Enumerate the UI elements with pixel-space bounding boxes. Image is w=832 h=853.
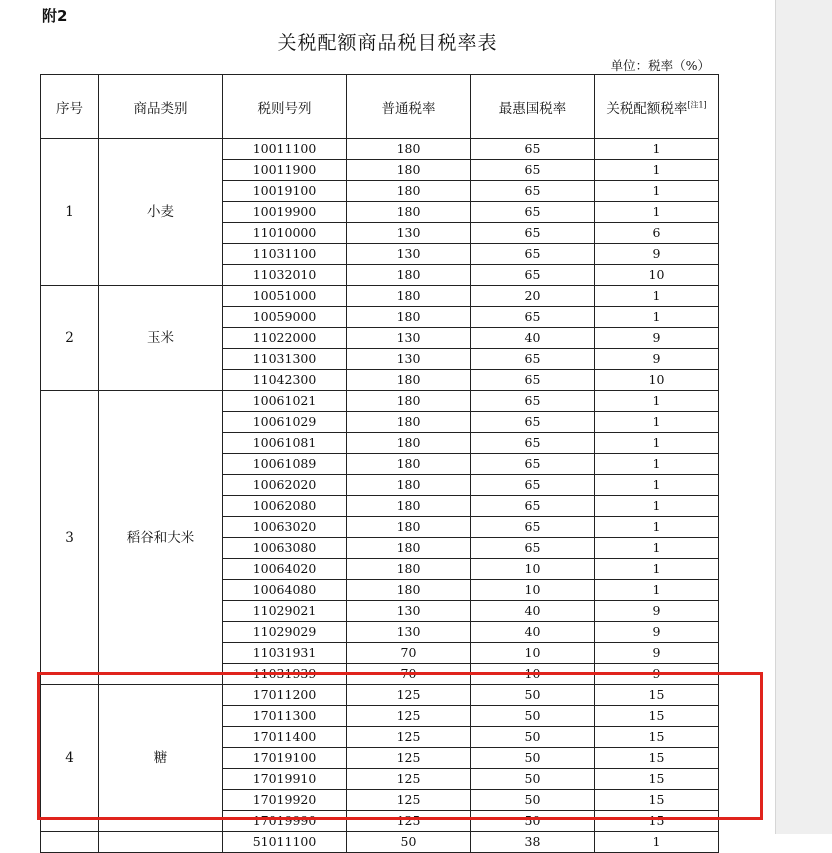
cell-quota-rate: 1 xyxy=(595,139,719,160)
page-title: 关税配额商品税目税率表 xyxy=(277,32,498,54)
header-quota-rate xyxy=(595,75,719,139)
cell-mfn-rate: 65 xyxy=(471,265,595,286)
table-row xyxy=(41,286,719,307)
cell-general-rate: 180 xyxy=(347,433,471,454)
cell-general-rate: 125 xyxy=(347,748,471,769)
cell-general-rate: 180 xyxy=(347,454,471,475)
table-row xyxy=(41,832,719,853)
cell-general-rate: 50 xyxy=(347,832,471,853)
cell-quota-rate: 15 xyxy=(595,727,719,748)
cell-quota-rate: 9 xyxy=(595,622,719,643)
group-category: 糖 xyxy=(99,685,223,832)
cell-quota-rate: 15 xyxy=(595,706,719,727)
cell-mfn-rate: 65 xyxy=(471,223,595,244)
unit-note: 单位：税率（%） xyxy=(610,58,710,73)
cell-quota-rate: 1 xyxy=(595,412,719,433)
cell-mfn-rate: 65 xyxy=(471,160,595,181)
cell-mfn-rate: 10 xyxy=(471,664,595,685)
cell-mfn-rate: 65 xyxy=(471,538,595,559)
group-seq: 1 xyxy=(41,139,99,286)
cell-mfn-rate: 65 xyxy=(471,349,595,370)
cell-mfn-rate: 65 xyxy=(471,244,595,265)
attachment-label: 附2 xyxy=(42,7,68,25)
cell-code: 51011100 xyxy=(223,832,347,853)
cell-mfn-rate: 65 xyxy=(471,454,595,475)
cell-mfn-rate: 50 xyxy=(471,790,595,811)
cell-general-rate: 130 xyxy=(347,601,471,622)
cell-general-rate: 180 xyxy=(347,412,471,433)
cell-mfn-rate: 65 xyxy=(471,433,595,454)
header-category: 商品类别 xyxy=(99,75,223,139)
cell-general-rate: 125 xyxy=(347,727,471,748)
cell-general-rate: 180 xyxy=(347,517,471,538)
cell-general-rate: 130 xyxy=(347,328,471,349)
cell-mfn-rate: 65 xyxy=(471,475,595,496)
cell-quota-rate: 9 xyxy=(595,328,719,349)
cell-general-rate: 180 xyxy=(347,307,471,328)
cell-code: 10061021 xyxy=(223,391,347,412)
cell-mfn-rate: 65 xyxy=(471,139,595,160)
table-row xyxy=(41,685,719,706)
cell-code: 11031931 xyxy=(223,643,347,664)
cell-general-rate: 180 xyxy=(347,139,471,160)
cell-general-rate: 125 xyxy=(347,811,471,832)
cell-general-rate: 180 xyxy=(347,181,471,202)
tariff-quota-table xyxy=(40,74,719,853)
cell-code: 10051000 xyxy=(223,286,347,307)
group-category: 稻谷和大米 xyxy=(99,391,223,685)
cell-quota-rate: 1 xyxy=(595,538,719,559)
cell-code: 10019100 xyxy=(223,181,347,202)
cell-quota-rate: 1 xyxy=(595,832,719,853)
header-code: 税则号列 xyxy=(223,75,347,139)
cell-quota-rate: 9 xyxy=(595,349,719,370)
cell-general-rate: 70 xyxy=(347,664,471,685)
cell-mfn-rate: 40 xyxy=(471,328,595,349)
cell-general-rate: 130 xyxy=(347,244,471,265)
cell-code: 10019900 xyxy=(223,202,347,223)
cell-quota-rate: 1 xyxy=(595,286,719,307)
cell-quota-rate: 9 xyxy=(595,244,719,265)
cell-quota-rate: 1 xyxy=(595,391,719,412)
cell-mfn-rate: 65 xyxy=(471,202,595,223)
cell-quota-rate: 1 xyxy=(595,517,719,538)
cell-quota-rate: 1 xyxy=(595,559,719,580)
cell-mfn-rate: 10 xyxy=(471,643,595,664)
cell-general-rate: 180 xyxy=(347,391,471,412)
cell-code: 10062080 xyxy=(223,496,347,517)
cell-code: 17019100 xyxy=(223,748,347,769)
cell-mfn-rate: 65 xyxy=(471,181,595,202)
cell-quota-rate: 15 xyxy=(595,790,719,811)
cell-mfn-rate: 50 xyxy=(471,811,595,832)
cell-mfn-rate: 40 xyxy=(471,622,595,643)
cell-code: 11031300 xyxy=(223,349,347,370)
cell-code: 10011900 xyxy=(223,160,347,181)
table-row xyxy=(41,391,719,412)
cell-code: 11010000 xyxy=(223,223,347,244)
cell-quota-rate: 15 xyxy=(595,811,719,832)
cell-code: 11042300 xyxy=(223,370,347,391)
cell-mfn-rate: 65 xyxy=(471,307,595,328)
cell-code: 11031939 xyxy=(223,664,347,685)
cell-general-rate: 180 xyxy=(347,538,471,559)
cell-quota-rate: 9 xyxy=(595,664,719,685)
table-header-row xyxy=(41,75,719,139)
cell-quota-rate: 15 xyxy=(595,769,719,790)
cell-code: 17019920 xyxy=(223,790,347,811)
cell-quota-rate: 1 xyxy=(595,433,719,454)
cell-quota-rate: 10 xyxy=(595,265,719,286)
table-row xyxy=(41,139,719,160)
cell-quota-rate: 1 xyxy=(595,454,719,475)
cell-quota-rate: 1 xyxy=(595,160,719,181)
cell-quota-rate: 1 xyxy=(595,202,719,223)
cell-code: 11022000 xyxy=(223,328,347,349)
cell-quota-rate: 1 xyxy=(595,475,719,496)
cell-code: 17019910 xyxy=(223,769,347,790)
cell-mfn-rate: 40 xyxy=(471,601,595,622)
cell-mfn-rate: 38 xyxy=(471,832,595,853)
cell-code: 10061089 xyxy=(223,454,347,475)
header-quota-label: 关税配额税率 xyxy=(606,100,688,117)
cell-general-rate: 180 xyxy=(347,202,471,223)
cell-mfn-rate: 50 xyxy=(471,706,595,727)
group-category: 小麦 xyxy=(99,139,223,286)
header-general-rate: 普通税率 xyxy=(347,75,471,139)
header-mfn-rate: 最惠国税率 xyxy=(471,75,595,139)
cell-mfn-rate: 10 xyxy=(471,580,595,601)
cell-code: 10063020 xyxy=(223,517,347,538)
cell-code: 10011100 xyxy=(223,139,347,160)
cell-mfn-rate: 20 xyxy=(471,286,595,307)
cell-code: 10059000 xyxy=(223,307,347,328)
cell-quota-rate: 15 xyxy=(595,748,719,769)
cell-general-rate: 125 xyxy=(347,790,471,811)
cell-general-rate: 180 xyxy=(347,370,471,391)
group-seq xyxy=(41,832,99,853)
cell-mfn-rate: 65 xyxy=(471,412,595,433)
cell-code: 17011200 xyxy=(223,685,347,706)
cell-general-rate: 125 xyxy=(347,706,471,727)
cell-mfn-rate: 65 xyxy=(471,391,595,412)
cell-mfn-rate: 65 xyxy=(471,517,595,538)
cell-code: 17011400 xyxy=(223,727,347,748)
viewer-gutter xyxy=(775,0,832,834)
group-seq: 3 xyxy=(41,391,99,685)
cell-quota-rate: 15 xyxy=(595,685,719,706)
cell-mfn-rate: 50 xyxy=(471,685,595,706)
cell-general-rate: 180 xyxy=(347,475,471,496)
cell-quota-rate: 1 xyxy=(595,181,719,202)
cell-code: 10061029 xyxy=(223,412,347,433)
cell-general-rate: 180 xyxy=(347,286,471,307)
group-seq: 2 xyxy=(41,286,99,391)
cell-general-rate: 180 xyxy=(347,559,471,580)
cell-general-rate: 125 xyxy=(347,769,471,790)
cell-quota-rate: 6 xyxy=(595,223,719,244)
cell-mfn-rate: 65 xyxy=(471,496,595,517)
cell-mfn-rate: 50 xyxy=(471,769,595,790)
cell-code: 17011300 xyxy=(223,706,347,727)
cell-mfn-rate: 65 xyxy=(471,370,595,391)
cell-code: 10064020 xyxy=(223,559,347,580)
cell-code: 11032010 xyxy=(223,265,347,286)
cell-quota-rate: 1 xyxy=(595,580,719,601)
cell-mfn-rate: 10 xyxy=(471,559,595,580)
cell-code: 10064080 xyxy=(223,580,347,601)
cell-quota-rate: 10 xyxy=(595,370,719,391)
cell-code: 10062020 xyxy=(223,475,347,496)
cell-general-rate: 180 xyxy=(347,160,471,181)
cell-general-rate: 180 xyxy=(347,496,471,517)
cell-quota-rate: 9 xyxy=(595,601,719,622)
cell-mfn-rate: 50 xyxy=(471,748,595,769)
header-quota-note: [注1] xyxy=(687,100,707,109)
cell-general-rate: 180 xyxy=(347,265,471,286)
cell-code: 10063080 xyxy=(223,538,347,559)
cell-general-rate: 130 xyxy=(347,622,471,643)
group-category xyxy=(99,832,223,853)
cell-code: 11029021 xyxy=(223,601,347,622)
header-seq: 序号 xyxy=(41,75,99,139)
group-category: 玉米 xyxy=(99,286,223,391)
cell-general-rate: 130 xyxy=(347,223,471,244)
cell-code: 11029029 xyxy=(223,622,347,643)
cell-quota-rate: 9 xyxy=(595,643,719,664)
cell-code: 10061081 xyxy=(223,433,347,454)
cell-general-rate: 180 xyxy=(347,580,471,601)
cell-code: 11031100 xyxy=(223,244,347,265)
group-seq: 4 xyxy=(41,685,99,832)
cell-quota-rate: 1 xyxy=(595,496,719,517)
cell-general-rate: 130 xyxy=(347,349,471,370)
cell-quota-rate: 1 xyxy=(595,307,719,328)
cell-general-rate: 125 xyxy=(347,685,471,706)
cell-mfn-rate: 50 xyxy=(471,727,595,748)
cell-general-rate: 70 xyxy=(347,643,471,664)
cell-code: 17019990 xyxy=(223,811,347,832)
